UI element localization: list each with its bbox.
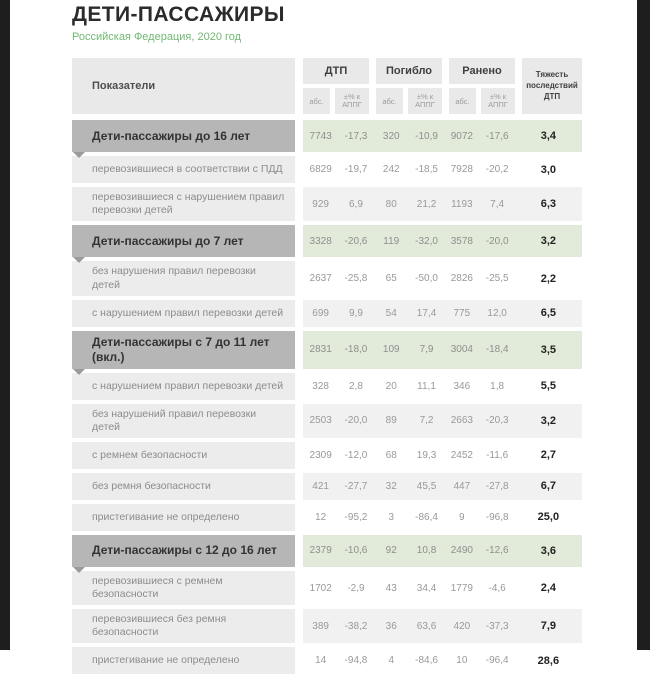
cell-deaths-pct: 10,8 bbox=[416, 545, 437, 557]
cell-accidents-abs: 6829 bbox=[309, 164, 332, 176]
cell-accidents-abs: 1702 bbox=[309, 582, 332, 594]
cell-accidents-abs: 2503 bbox=[309, 415, 332, 427]
cell-deaths-pct: -10,9 bbox=[415, 130, 438, 142]
row-data-band bbox=[303, 442, 582, 469]
row-label: перевозившиеся в соответствии с ПДД bbox=[72, 156, 295, 183]
cell-deaths-abs: 43 bbox=[385, 582, 397, 594]
severity-value: 7,9 bbox=[540, 620, 557, 633]
cell-injured-pct: -17,6 bbox=[485, 130, 509, 142]
cell-deaths-abs: 320 bbox=[382, 130, 400, 142]
cell-injured-abs: 420 bbox=[453, 620, 471, 632]
indicators-column-header: Показатели bbox=[72, 58, 295, 114]
cell-accidents-pct: -27,7 bbox=[344, 480, 368, 492]
cell-accidents-pct: 2,8 bbox=[348, 380, 363, 392]
cell-deaths-abs: 3 bbox=[388, 511, 395, 523]
cell-deaths-abs: 89 bbox=[385, 415, 397, 427]
cell-deaths-pct: 19,3 bbox=[416, 449, 437, 461]
cell-accidents-abs: 2379 bbox=[309, 545, 332, 557]
cell-injured-abs: 1193 bbox=[451, 198, 473, 210]
section-row bbox=[72, 120, 582, 152]
cell-deaths-pct: -84,6 bbox=[415, 655, 438, 667]
cell-injured-pct: -11,6 bbox=[486, 449, 509, 461]
cell-injured-abs: 775 bbox=[453, 307, 471, 319]
cell-accidents-abs: 2637 bbox=[309, 273, 332, 285]
severity-value: 6,5 bbox=[540, 307, 557, 320]
cell-deaths-pct: -18,5 bbox=[415, 164, 438, 176]
row-label: без нарушения правил перевозки детей bbox=[72, 261, 295, 295]
severity-value: 2,2 bbox=[540, 272, 557, 285]
row-data-band bbox=[303, 571, 582, 605]
cell-deaths-pct: -50,0 bbox=[415, 273, 438, 285]
severity-value: 5,5 bbox=[540, 380, 557, 393]
cell-deaths-pct: 11,1 bbox=[417, 380, 436, 392]
statistics-table bbox=[72, 58, 582, 674]
cell-injured-pct: -96,8 bbox=[485, 511, 509, 523]
cell-deaths-abs: 92 bbox=[385, 545, 397, 557]
cell-injured-abs: 2663 bbox=[450, 415, 473, 427]
cell-accidents-abs: 12 bbox=[315, 511, 327, 523]
severity-value: 3,6 bbox=[540, 544, 557, 557]
cell-deaths-abs: 119 bbox=[383, 235, 400, 247]
severity-value: 3,4 bbox=[540, 130, 557, 143]
cell-deaths-pct: 21,2 bbox=[416, 198, 437, 210]
collapse-triangle-icon[interactable] bbox=[73, 567, 85, 573]
cell-injured-pct: -18,4 bbox=[485, 344, 509, 356]
row-data-band bbox=[303, 120, 582, 152]
cell-deaths-pct: 63,6 bbox=[416, 620, 437, 632]
cell-accidents-abs: 929 bbox=[312, 198, 329, 210]
group-headers bbox=[303, 58, 515, 84]
page-title: ДЕТИ-ПАССАЖИРЫ bbox=[72, 3, 285, 26]
subheader-deaths-abs: абс. bbox=[376, 88, 403, 114]
cell-deaths-pct: 7,9 bbox=[419, 344, 434, 356]
row-label: с нарушением правил перевозки детей bbox=[72, 373, 295, 400]
subheader-accidents-pct: ±% к АППГ bbox=[335, 88, 369, 114]
page-subtitle: Российская Федерация, 2020 год bbox=[72, 31, 242, 44]
cell-deaths-abs: 242 bbox=[382, 164, 400, 176]
cell-injured-abs: 9072 bbox=[450, 130, 473, 142]
cell-accidents-abs: 14 bbox=[315, 655, 327, 667]
cell-accidents-abs: 328 bbox=[312, 380, 329, 392]
cell-deaths-abs: 54 bbox=[385, 307, 397, 319]
cell-accidents-abs: 2309 bbox=[309, 449, 332, 461]
column-header-deaths: Погибло bbox=[376, 58, 442, 84]
row-data-band bbox=[303, 404, 582, 438]
row-label: перевозившиеся без ремня безопасности bbox=[72, 609, 295, 643]
left-black-bar bbox=[0, 0, 10, 650]
severity-value: 28,6 bbox=[537, 654, 560, 667]
row-label: Дети-пассажиры до 7 лет bbox=[72, 225, 295, 257]
cell-accidents-pct: -10,6 bbox=[344, 545, 368, 557]
cell-deaths-abs: 80 bbox=[385, 198, 397, 210]
table-row bbox=[72, 609, 582, 643]
column-header-severity: Тяжесть последствий ДТП bbox=[522, 58, 582, 114]
row-label: пристегивание не определено bbox=[72, 647, 295, 674]
severity-value: 25,0 bbox=[537, 511, 560, 524]
cell-injured-abs: 346 bbox=[453, 380, 471, 392]
cell-injured-pct: -20,3 bbox=[485, 415, 509, 427]
cell-accidents-pct: -20,0 bbox=[344, 415, 368, 427]
subheader-injured-abs: абс. bbox=[449, 88, 476, 114]
severity-value: 3,2 bbox=[540, 414, 557, 427]
row-label: пристегивание не определено bbox=[72, 504, 295, 531]
column-header-accidents: ДТП bbox=[303, 58, 369, 84]
cell-accidents-abs: 3328 bbox=[309, 235, 332, 247]
cell-injured-abs: 3578 bbox=[450, 235, 473, 247]
table-row bbox=[72, 156, 582, 183]
row-data-band bbox=[303, 331, 582, 369]
row-data-band bbox=[303, 647, 582, 674]
row-label: с ремнем безопасности bbox=[72, 442, 295, 469]
cell-injured-abs: 7928 bbox=[450, 164, 473, 176]
cell-accidents-pct: -18,0 bbox=[344, 344, 368, 356]
table-row bbox=[72, 373, 582, 400]
cell-accidents-abs: 7743 bbox=[309, 130, 332, 142]
collapse-triangle-icon[interactable] bbox=[73, 152, 85, 158]
cell-injured-pct: 12,0 bbox=[487, 307, 507, 319]
cell-injured-abs: 1779 bbox=[450, 582, 473, 594]
severity-value: 6,7 bbox=[540, 480, 557, 493]
table-row bbox=[72, 473, 582, 500]
section-row bbox=[72, 331, 582, 369]
cell-injured-pct: -25,5 bbox=[485, 273, 509, 285]
cell-accidents-pct: -94,8 bbox=[344, 655, 368, 667]
row-label: перевозившиеся с ремнем безопасности bbox=[72, 571, 295, 605]
row-data-band bbox=[303, 473, 582, 500]
cell-accidents-pct: -95,2 bbox=[344, 511, 368, 523]
column-header-injured: Ранено bbox=[449, 58, 515, 84]
cell-deaths-pct: 7,2 bbox=[419, 415, 434, 427]
sub-headers bbox=[303, 88, 515, 114]
cell-deaths-pct: -32,0 bbox=[415, 235, 438, 247]
sub-header-pair-accidents bbox=[303, 88, 369, 114]
right-black-bar bbox=[637, 0, 650, 650]
cell-injured-abs: 2452 bbox=[450, 449, 473, 461]
severity-value: 3,0 bbox=[540, 163, 557, 176]
cell-deaths-abs: 65 bbox=[385, 273, 397, 285]
row-data-band bbox=[303, 504, 582, 531]
row-data-band bbox=[303, 373, 582, 400]
row-label: с нарушением правил перевозки детей bbox=[72, 300, 295, 327]
cell-injured-abs: 2490 bbox=[450, 545, 473, 557]
table-row bbox=[72, 261, 582, 295]
row-label: без нарушений правил перевозки детей bbox=[72, 404, 295, 438]
section-row bbox=[72, 535, 582, 567]
table-row bbox=[72, 404, 582, 438]
row-data-band bbox=[303, 156, 582, 183]
cell-deaths-abs: 36 bbox=[385, 620, 397, 632]
table-row bbox=[72, 571, 582, 605]
cell-accidents-abs: 389 bbox=[312, 620, 329, 632]
cell-accidents-pct: -2,9 bbox=[347, 582, 365, 594]
table-body bbox=[72, 120, 582, 674]
cell-deaths-abs: 32 bbox=[385, 480, 397, 492]
cell-injured-pct: -4,6 bbox=[488, 582, 506, 594]
cell-injured-abs: 3004 bbox=[450, 344, 473, 356]
subheader-deaths-pct: ±% к АППГ bbox=[408, 88, 442, 114]
cell-injured-pct: -96,4 bbox=[485, 655, 509, 667]
cell-accidents-abs: 2831 bbox=[309, 344, 332, 356]
severity-value: 2,4 bbox=[540, 582, 557, 595]
row-data-band bbox=[303, 609, 582, 643]
cell-deaths-abs: 109 bbox=[382, 344, 400, 356]
row-data-band bbox=[303, 300, 582, 327]
section-row bbox=[72, 225, 582, 257]
table-row bbox=[72, 504, 582, 531]
cell-injured-pct: -37,3 bbox=[485, 620, 509, 632]
cell-injured-abs: 10 bbox=[456, 655, 468, 667]
cell-accidents-pct: -25,8 bbox=[344, 273, 368, 285]
cell-accidents-abs: 699 bbox=[312, 307, 329, 319]
cell-injured-pct: 7,4 bbox=[490, 198, 505, 210]
row-label: Дети-пассажиры с 12 до 16 лет bbox=[72, 535, 295, 567]
severity-value: 3,2 bbox=[540, 235, 557, 248]
sub-header-pair-injured bbox=[449, 88, 515, 114]
severity-value: 3,5 bbox=[540, 343, 557, 356]
cell-deaths-abs: 4 bbox=[388, 655, 395, 667]
cell-injured-abs: 9 bbox=[459, 511, 465, 523]
cell-deaths-pct: 45,5 bbox=[416, 480, 437, 492]
cell-injured-pct: -12,6 bbox=[485, 545, 509, 557]
table-row bbox=[72, 300, 582, 327]
subheader-accidents-abs: абс. bbox=[303, 88, 330, 114]
row-data-band bbox=[303, 187, 582, 221]
table-row bbox=[72, 187, 582, 221]
cell-deaths-abs: 20 bbox=[385, 380, 397, 392]
row-label: Дети-пассажиры с 7 до 11 лет (вкл.) bbox=[72, 331, 295, 369]
cell-injured-pct: -20,2 bbox=[485, 164, 509, 176]
collapse-triangle-icon[interactable] bbox=[73, 257, 85, 263]
row-data-band bbox=[303, 261, 582, 295]
cell-deaths-pct: -86,4 bbox=[415, 511, 438, 523]
cell-injured-pct: -27,8 bbox=[485, 480, 509, 492]
row-label: Дети-пассажиры до 16 лет bbox=[72, 120, 295, 152]
cell-accidents-pct: 9,9 bbox=[348, 307, 363, 319]
cell-deaths-pct: 34,4 bbox=[416, 582, 437, 594]
collapse-triangle-icon[interactable] bbox=[73, 369, 85, 375]
table-header-row bbox=[72, 58, 582, 114]
cell-accidents-pct: 6,9 bbox=[348, 198, 363, 210]
subheader-injured-pct: ±% к АППГ bbox=[481, 88, 515, 114]
report-content bbox=[72, 2, 582, 678]
cell-accidents-pct: -38,2 bbox=[344, 620, 368, 632]
severity-value: 2,7 bbox=[540, 449, 557, 462]
row-label: без ремня безопасности bbox=[72, 473, 295, 500]
cell-accidents-pct: -17,3 bbox=[344, 130, 368, 142]
cell-injured-abs: 447 bbox=[453, 480, 471, 492]
table-row bbox=[72, 647, 582, 674]
cell-accidents-pct: -12,0 bbox=[344, 449, 368, 461]
table-row bbox=[72, 442, 582, 469]
sub-header-pair-deaths bbox=[376, 88, 442, 114]
row-data-band bbox=[303, 535, 582, 567]
cell-deaths-abs: 68 bbox=[385, 449, 397, 461]
cell-deaths-pct: 17,4 bbox=[416, 307, 437, 319]
cell-accidents-pct: -19,7 bbox=[344, 164, 368, 176]
cell-injured-abs: 2826 bbox=[450, 273, 473, 285]
cell-accidents-pct: -20,6 bbox=[344, 235, 368, 247]
severity-value: 6,3 bbox=[540, 198, 557, 211]
cell-accidents-abs: 421 bbox=[312, 480, 329, 492]
cell-injured-pct: -20,0 bbox=[485, 235, 509, 247]
cell-injured-pct: 1,8 bbox=[490, 380, 505, 392]
row-label: перевозившиеся с нарушением правил перевозки детей bbox=[72, 187, 295, 221]
data-column-headers bbox=[303, 58, 515, 114]
row-data-band bbox=[303, 225, 582, 257]
